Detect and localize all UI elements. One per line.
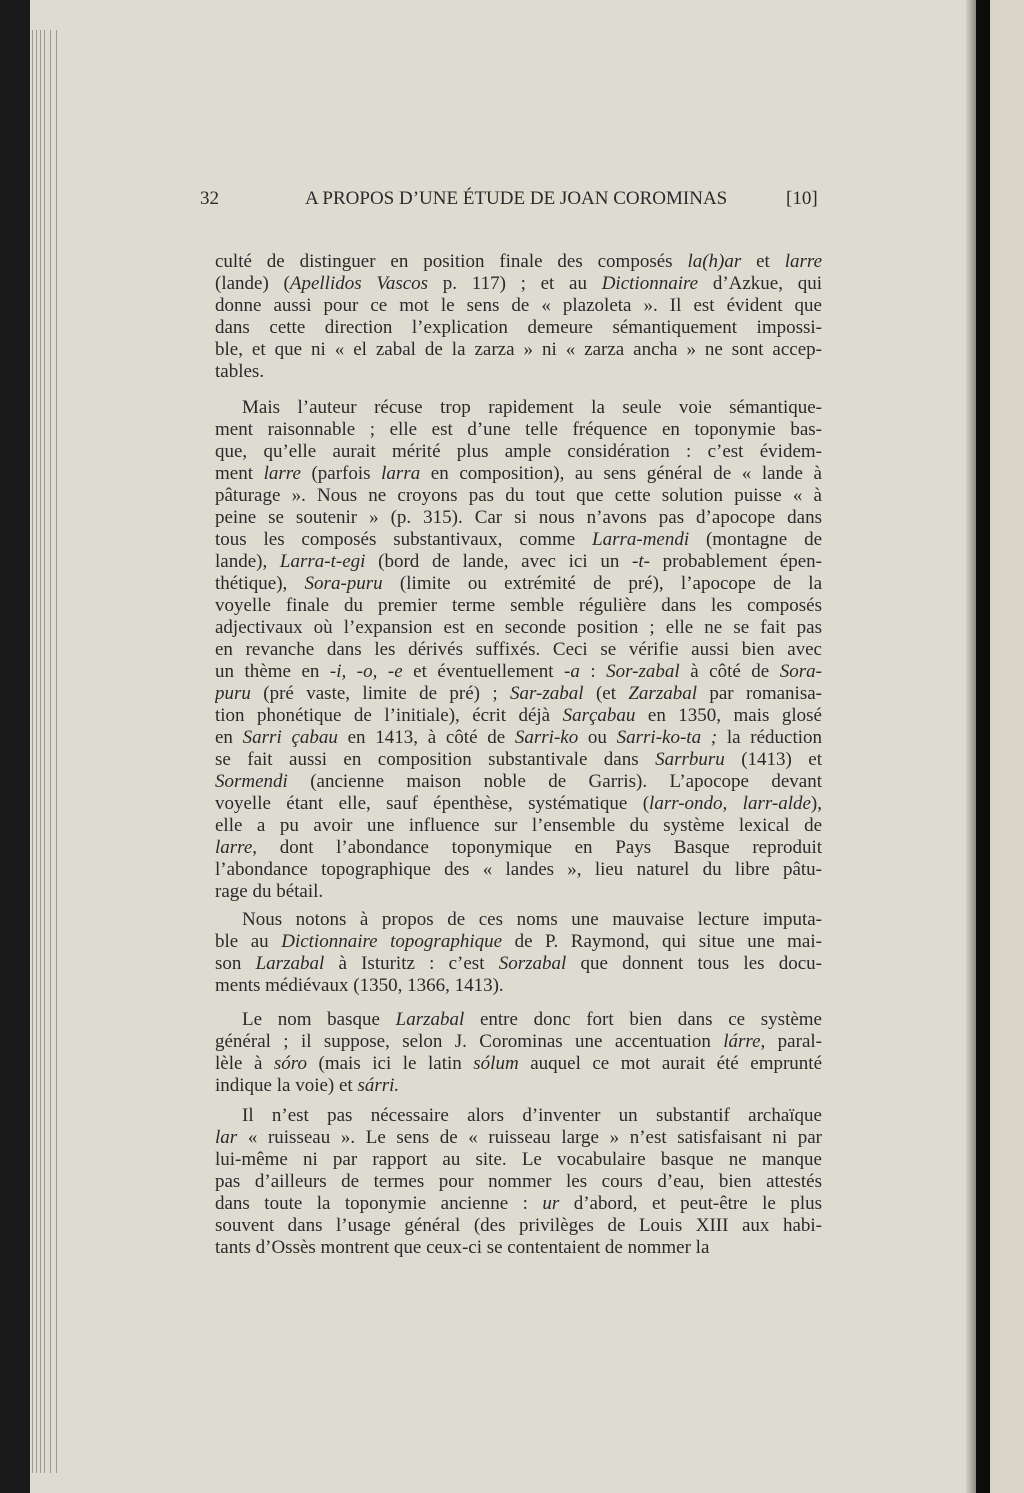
text-line — [215, 1193, 822, 1215]
text-line — [215, 339, 822, 361]
book-gutter — [966, 0, 976, 1493]
italic-term: larre — [784, 251, 822, 272]
text-line — [215, 361, 822, 383]
text-line — [215, 793, 822, 815]
text-run: par romanisa- — [697, 683, 822, 704]
italic-term: Sormendi — [215, 771, 288, 792]
text-run: dans cette direction l’explication demeure sémantiquement impossi- — [215, 317, 822, 338]
text-run: lui-même ni par rapport au site. Le vocabulaire basque ne manque — [215, 1149, 822, 1170]
text-line — [215, 931, 822, 953]
text-line — [215, 317, 822, 339]
text-line — [215, 463, 822, 485]
text-run: ble au — [215, 931, 282, 952]
italic-term: sólum — [473, 1053, 519, 1074]
text-line — [215, 1053, 822, 1075]
italic-term: sárri. — [357, 1075, 400, 1096]
text-run: de P. Raymond, qui situe une mai- — [502, 931, 822, 952]
text-line — [215, 273, 822, 295]
text-run: (mais ici le latin — [307, 1053, 474, 1074]
text-run: (limite ou extrémité de pré), l’apocope de la — [382, 573, 822, 594]
text-run: Mais l’auteur récuse trop rapidement la seule voie sémantique- — [242, 397, 822, 418]
text-line — [215, 617, 822, 639]
text-run: thétique), — [215, 573, 305, 594]
paragraph-2 — [215, 397, 822, 903]
paragraph-1 — [215, 251, 822, 383]
page-edge — [56, 30, 57, 1473]
text-run: lande), — [215, 551, 280, 572]
text-line — [215, 683, 822, 705]
text-line — [215, 749, 822, 771]
text-run: et éventuellement — [402, 661, 564, 682]
text-run: et — [741, 251, 785, 272]
text-line — [215, 1127, 822, 1149]
text-line — [215, 441, 822, 463]
text-line — [215, 295, 822, 317]
italic-term: Larzabal — [255, 953, 325, 974]
text-line — [215, 529, 822, 551]
text-run: d’Azkue, qui — [698, 273, 822, 294]
text-run: tous les composés substantivaux, comme — [215, 529, 593, 550]
text-run: auquel ce mot aurait été emprunté — [518, 1053, 822, 1074]
text-line — [215, 881, 822, 903]
text-run: (et — [583, 683, 629, 704]
text-run: d’abord, et peut-être le plus — [559, 1193, 822, 1214]
text-line — [215, 837, 822, 859]
text-run: ments médiévaux (1350, 1366, 1413). — [215, 975, 504, 996]
text-line — [215, 909, 822, 931]
facing-page-edge — [990, 0, 1024, 1493]
italic-term: Sora-puru — [304, 573, 383, 594]
text-line — [215, 1105, 822, 1127]
running-title: A PROPOS D’UNE ÉTUDE DE JOAN COROMINAS — [305, 188, 728, 209]
italic-term: puru — [215, 683, 251, 704]
text-run: lèle à — [215, 1053, 274, 1074]
italic-term: Larzabal — [395, 1009, 465, 1030]
page-number: 32 — [200, 188, 219, 209]
text-run: la réduction — [717, 727, 822, 748]
italic-term: Sarçabau — [562, 705, 636, 726]
text-line — [215, 661, 822, 683]
text-line — [215, 551, 822, 573]
text-line — [215, 573, 822, 595]
text-run: en revanche dans les dérivés suffixés. Ceci se vérifie aussi bien avec — [215, 639, 822, 660]
page-edge — [50, 30, 51, 1473]
section-number: [10] — [786, 188, 818, 209]
text-run: entre donc fort bien dans ce système — [464, 1009, 822, 1030]
text-run: donne aussi pour ce mot le sens de « plazoleta ». Il est évident que — [215, 295, 822, 316]
italic-term: Larra-mendi — [592, 529, 690, 550]
paragraph-3 — [215, 909, 822, 997]
text-line — [215, 1215, 822, 1237]
text-line — [215, 1075, 822, 1097]
text-run: (montagne de — [689, 529, 822, 550]
text-line — [215, 771, 822, 793]
text-run: pâturage ». Nous ne croyons pas du tout que cette solution puisse « à — [215, 485, 822, 506]
text-line — [215, 975, 822, 997]
page-edge — [44, 30, 45, 1473]
page-edge — [36, 30, 37, 1473]
italic-term: sóro — [273, 1053, 307, 1074]
text-run: un thème en — [215, 661, 330, 682]
italic-term: Dictionnaire — [601, 273, 699, 294]
italic-term: lar — [215, 1127, 238, 1148]
italic-term: Sarri çabau — [242, 727, 338, 748]
text-run: son — [215, 953, 256, 974]
text-run: ble, et que ni « el zabal de la zarza » ni « zarza ancha » ne sont accep- — [215, 339, 822, 360]
italic-term: larr-ondo, larr-alde — [649, 793, 811, 814]
text-run: voyelle étant elle, sauf épenthèse, systématique ( — [215, 793, 650, 814]
italic-term: Sor-zabal — [606, 661, 680, 682]
italic-term: larre — [215, 837, 253, 858]
text-run: culté de distinguer en position finale des composés — [215, 251, 688, 272]
text-run: : — [579, 661, 607, 682]
italic-term: -i, -o, -e — [329, 661, 403, 682]
text-run: ment raisonnable ; elle est d’une telle fréquence en toponymie bas- — [215, 419, 822, 440]
italic-term: Sar-zabal — [510, 683, 584, 704]
italic-term: -a — [564, 661, 580, 682]
text-run: dans toute la toponymie ancienne : — [215, 1193, 543, 1214]
text-run: tants d’Ossès montrent que ceux-ci se contentaient de nommer la — [215, 1237, 710, 1258]
italic-term: Sarri-ko-ta ; — [616, 727, 718, 748]
text-run: Il n’est pas nécessaire alors d’inventer un substantif archaïque — [242, 1105, 822, 1126]
text-line — [215, 1149, 822, 1171]
italic-term: Sora- — [779, 661, 822, 682]
paragraph-5 — [215, 1105, 822, 1259]
text-line — [215, 953, 822, 975]
text-run: voyelle finale du premier terme semble régulière dans les composés — [215, 595, 822, 616]
text-line — [215, 815, 822, 837]
italic-term: Sarri-ko — [514, 727, 579, 748]
text-run: l’abondance topographique des « landes », lieu naturel du libre pâtu- — [215, 859, 822, 880]
text-run: indique la voie) et — [215, 1075, 358, 1096]
text-run: p. 117) ; et au — [428, 273, 602, 294]
text-run: tion phonétique de l’initiale), écrit déjà — [215, 705, 563, 726]
text-run: en — [215, 727, 243, 748]
text-line — [215, 397, 822, 419]
italic-term: Zarzabal — [628, 683, 697, 704]
italic-term: Apellidos Vascos — [289, 273, 429, 294]
text-line — [215, 639, 822, 661]
text-line — [215, 705, 822, 727]
italic-term: Sorzabal — [498, 953, 567, 974]
text-run: (lande) ( — [215, 273, 290, 294]
text-run: à Isturitz : c’est — [324, 953, 499, 974]
text-run: que donnent tous les docu- — [566, 953, 822, 974]
text-run: rage du bétail. — [215, 881, 324, 902]
text-line — [215, 507, 822, 529]
paragraph-4 — [215, 1009, 822, 1097]
text-line — [215, 419, 822, 441]
text-run: à côté de — [679, 661, 780, 682]
italic-term: Larra-t-egi — [279, 551, 366, 572]
text-run: que, qu’elle aurait mérité plus ample considération : c’est évidem- — [215, 441, 822, 462]
italic-term: la(h)ar — [687, 251, 742, 272]
text-run: pas d’ailleurs de termes pour nommer les cours d’eau, bien attestés — [215, 1171, 822, 1192]
text-line — [215, 1171, 822, 1193]
text-run: (ancienne maison noble de Garris). L’apocope devant — [287, 771, 822, 792]
page-edge — [32, 30, 33, 1473]
text-run: « ruisseau ». Le sens de « ruisseau large » n’est satisfaisant ni par — [237, 1127, 822, 1148]
text-run: (pré vaste, limite de pré) ; — [250, 683, 511, 704]
text-run: Le nom basque — [242, 1009, 396, 1030]
italic-term: Sarrburu — [655, 749, 725, 770]
text-line — [215, 727, 822, 749]
text-line — [215, 251, 822, 273]
text-line — [215, 1237, 822, 1259]
text-run: , dont l’abondance toponymique en Pays Basque reproduit — [252, 837, 822, 858]
text-run: ), — [810, 793, 822, 814]
text-run: peine se soutenir » (p. 315). Car si nous n’avons pas d’apocope dans — [215, 507, 822, 528]
text-run: se fait aussi en composition substantivale dans — [215, 749, 656, 770]
text-line — [215, 859, 822, 881]
binding-shadow — [976, 0, 990, 1493]
italic-term: larre — [263, 463, 301, 484]
page-edge — [40, 30, 41, 1473]
text-run: (bord de lande, avec ici un — [365, 551, 633, 572]
text-run: elle a pu avoir une influence sur l’ensemble du système lexical de — [215, 815, 822, 836]
text-line — [215, 1031, 822, 1053]
text-run: probablement épen- — [649, 551, 822, 572]
text-run: Nous notons à propos de ces noms une mauvaise lecture imputa- — [242, 909, 822, 930]
italic-term: larra — [381, 463, 421, 484]
text-run: tables. — [215, 361, 265, 382]
italic-term: lárre, — [723, 1031, 766, 1052]
text-run: en 1413, à côté de — [337, 727, 515, 748]
text-run: en 1350, mais glosé — [635, 705, 822, 726]
text-run: souvent dans l’usage général (des privilèges de Louis XIII aux habi- — [215, 1215, 822, 1236]
text-run: ment — [215, 463, 264, 484]
text-run: (parfois — [300, 463, 382, 484]
text-run: général ; il suppose, selon J. Corominas une accentuation — [215, 1031, 724, 1052]
text-line — [215, 595, 822, 617]
text-line — [215, 1009, 822, 1031]
text-run: en composition), au sens général de « lande à — [420, 463, 822, 484]
text-run: ou — [578, 727, 617, 748]
italic-term: Dictionnaire topographique — [281, 931, 503, 952]
text-run: (1413) et — [724, 749, 822, 770]
italic-term: ur — [542, 1193, 560, 1214]
text-run: paral- — [765, 1031, 822, 1052]
italic-term: -t- — [632, 551, 650, 572]
text-run: adjectivaux où l’expansion est en seconde position ; elle ne se fait pas — [215, 617, 822, 638]
text-line — [215, 485, 822, 507]
